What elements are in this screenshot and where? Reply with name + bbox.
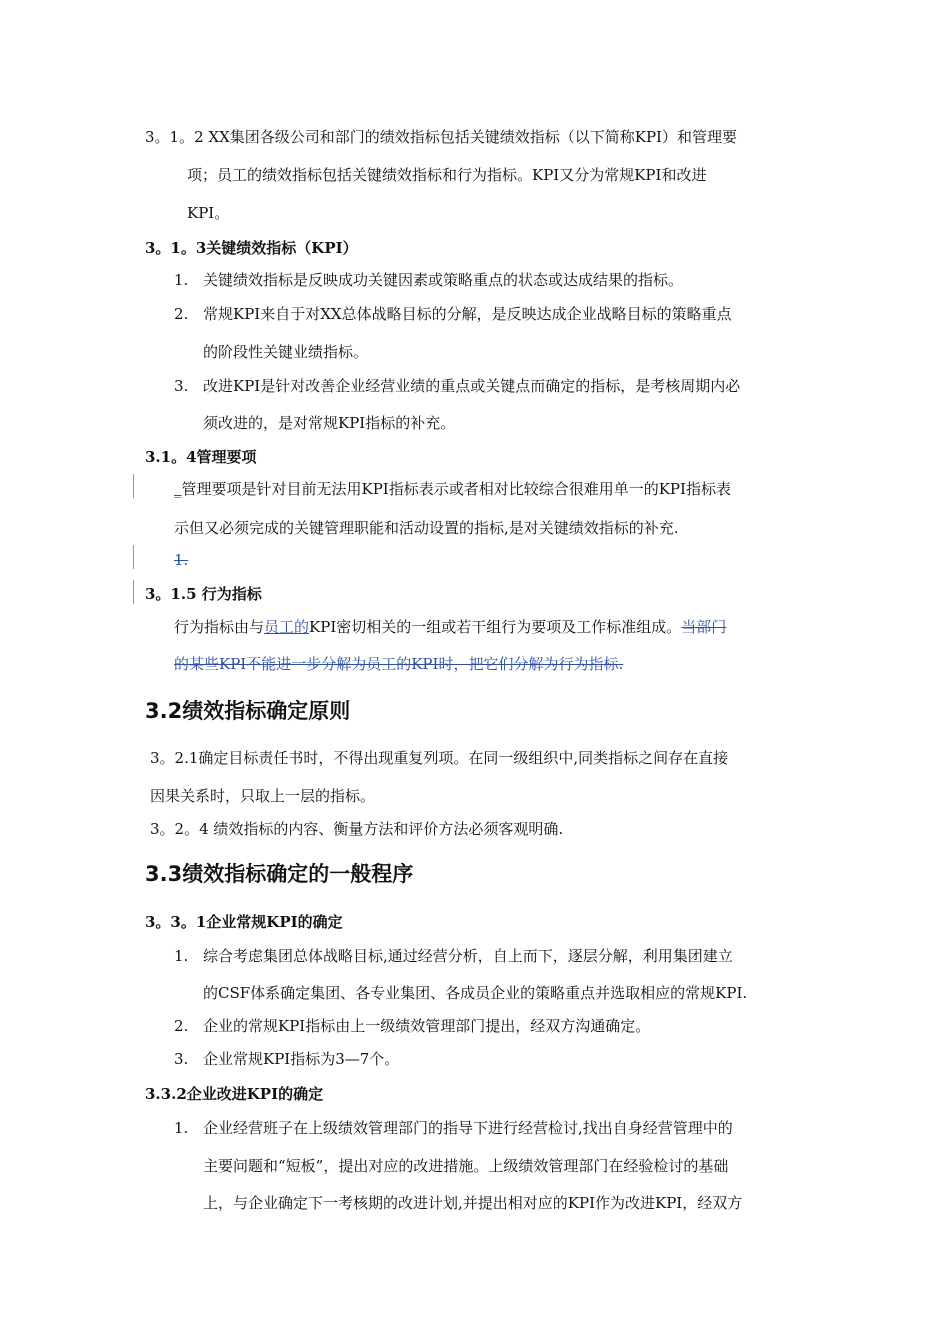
para-324: 3。2。4 绩效指标的内容、衡量方法和评价方法必须客观明确. [150,820,564,838]
list-item-331-1-line2: 的CSF体系确定集团、各专业集团、各成员企业的策略重点并选取相应的常规KPI. [203,984,748,1002]
para-312-line1: 3。1。2 XX集团各级公司和部门的绩效指标包括关键绩效指标（以下简称KPI）和管理要 [145,128,737,146]
list-num-331-1: 1. [174,947,189,965]
para-315-line1 [174,617,726,637]
change-bar [133,545,134,569]
change-bar [133,580,134,604]
list-item-313-3-line1: 改进KPI是针对改善企业经营业绩的重点或关键点而确定的指标，是考核周期内必 [203,377,741,395]
para-314-line1 [174,479,731,499]
para-314-line1-text: 管理要项是针对目前无法用KPI指标表示或者相对比较综合很难用单一的KPI指标表 [181,480,731,498]
heading-33: 3.3绩效指标确定的一般程序 [145,862,414,886]
list-item-331-2: 企业的常规KPI指标由上一级绩效管理部门提出，经双方沟通确定。 [203,1017,651,1035]
list-num-313-2: 2. [174,305,189,323]
para-314-line2: 示但又必须完成的关键管理职能和活动设置的指标,是对关键绩效指标的补充. [174,519,679,537]
heading-313: 3。1。3关键绩效指标（KPI） [145,239,358,257]
heading-332: 3.3.2企业改进KPI的确定 [145,1085,324,1103]
para-321-line2: 因果关系时，只取上一层的指标。 [150,787,376,805]
para-315-text-b: KPI密切相关的一组或若干组行为要项及工作标准组成。 [309,618,682,636]
para-312-line3: KPI。 [187,204,230,222]
list-item-313-2-line2: 的阶段性关键业绩指标。 [203,343,369,361]
list-item-332-1-line2: 主要问题和“短板”，提出对应的改进措施。上级绩效管理部门在经验检讨的基础 [203,1157,729,1175]
heading-315: 3。1.5 行为指标 [145,585,262,603]
heading-32: 3.2绩效指标确定原则 [145,699,351,723]
deleted-text: 当部门 [681,618,727,636]
list-item-331-3: 企业常规KPI指标为3—7个。 [203,1050,400,1068]
list-item-332-1-line1: 企业经营班子在上级绩效管理部门的指导下进行经营检讨,找出自身经营管理中的 [203,1119,733,1137]
para-315-text-a: 行为指标由与 [174,618,265,636]
deleted-text-line2: 的某些KPI不能进一步分解为员工的KPI时，把它们分解为行为指标. [174,655,624,673]
inserted-text: 员工的 [264,618,310,636]
list-num-332-1: 1. [174,1119,189,1137]
list-item-332-1-line3: 上，与企业确定下一考核期的改进计划,并提出相对应的KPI作为改进KPI，经双方 [203,1194,743,1212]
list-num-331-2: 2. [174,1017,189,1035]
heading-314: 3.1。4管理要项 [145,448,257,466]
deleted-list-num: 1. [174,551,189,569]
list-item-313-3-line2: 须改进的，是对常规KPI指标的补充。 [203,414,456,432]
list-num-331-3: 3. [174,1050,189,1068]
list-item-331-1-line1: 综合考虑集团总体战略目标,通过经营分析，自上而下，逐层分解，利用集团建立 [203,947,733,965]
list-item-313-1: 关键绩效指标是反映成功关键因素或策略重点的状态或达成结果的指标。 [203,271,684,289]
para-321-line1: 3。2.1确定目标责任书时，不得出现重复列项。在同一级组织中,同类指标之间存在直接 [150,749,729,767]
insert-mark: _ [174,480,182,498]
list-num-313-1: 1. [174,271,189,289]
list-item-313-2-line1: 常规KPI来自于对XX总体战略目标的分解，是反映达成企业战略目标的策略重点 [203,305,732,323]
heading-331: 3。3。1企业常规KPI的确定 [145,913,343,931]
list-num-313-3: 3. [174,377,189,395]
para-312-line2: 项；员工的绩效指标包括关键绩效指标和行为指标。KPI又分为常规KPI和改进 [187,166,707,184]
change-bar [133,474,134,498]
